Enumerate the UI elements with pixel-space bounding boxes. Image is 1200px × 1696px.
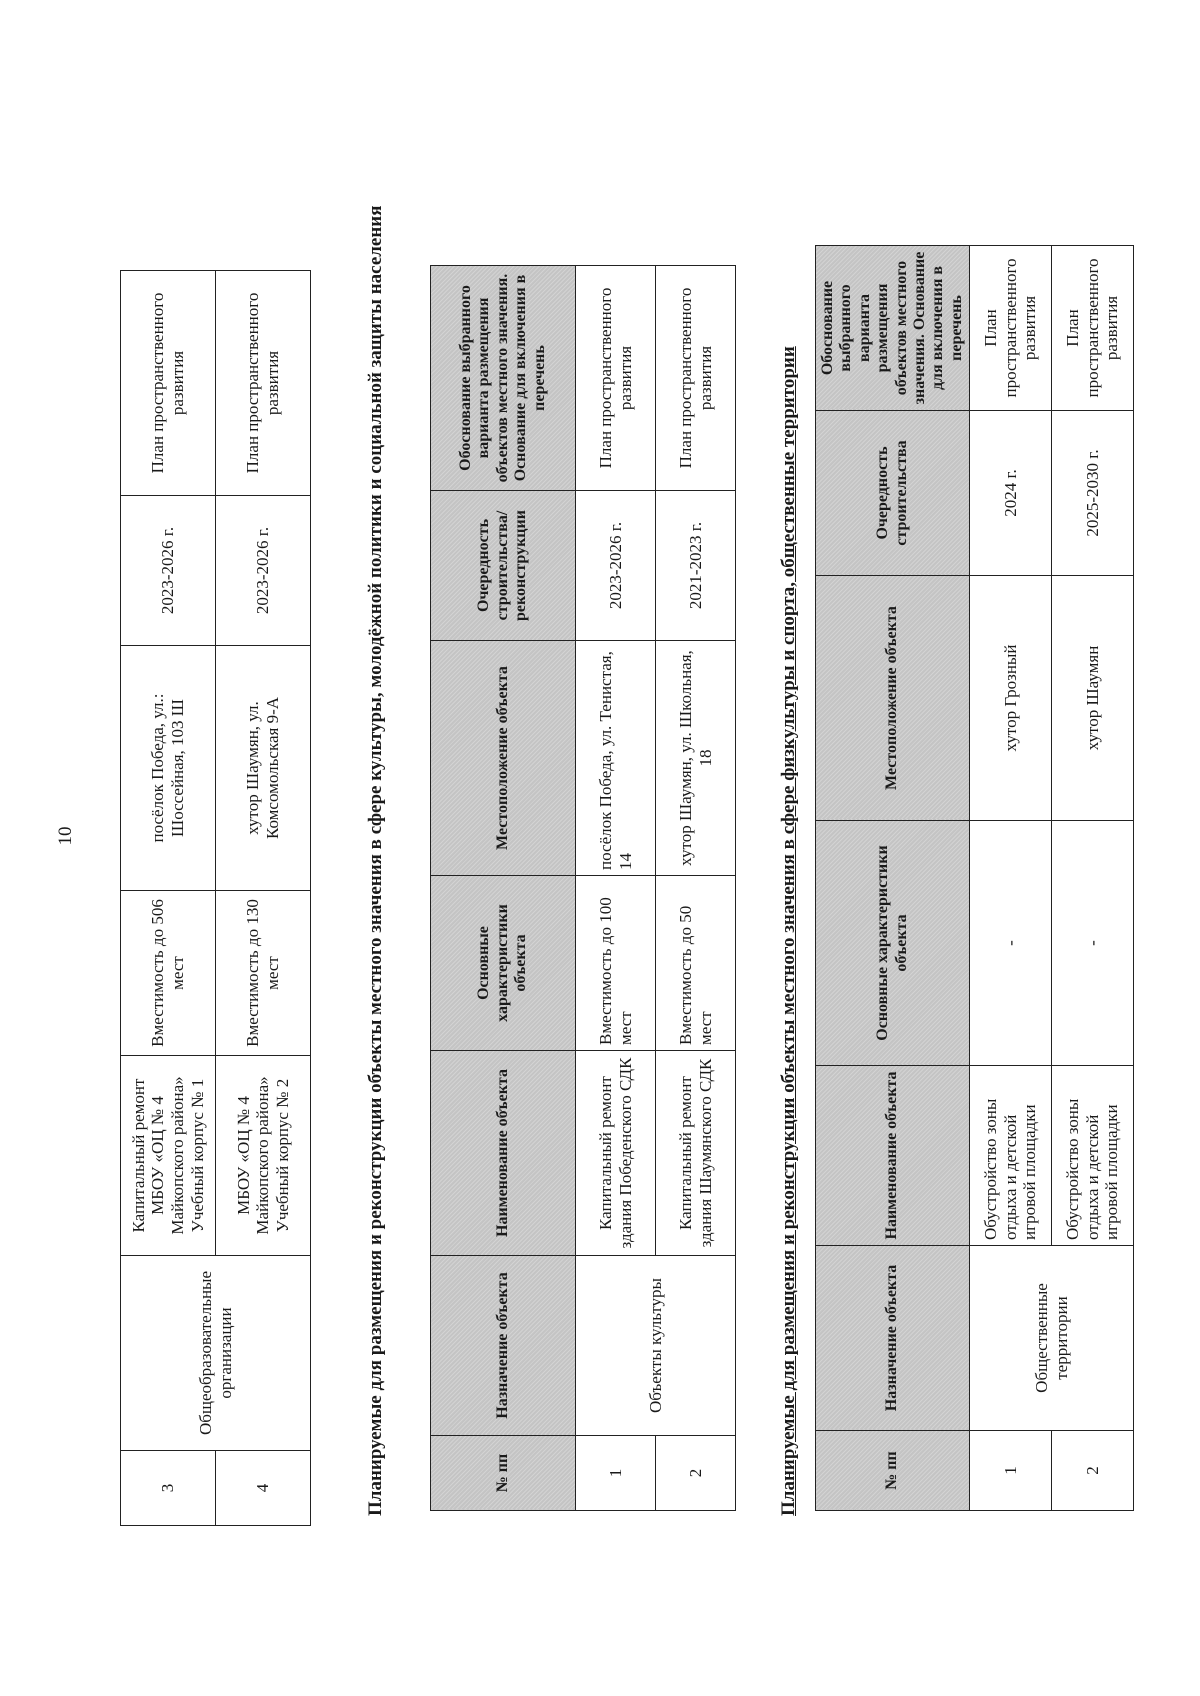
header-characteristics: Основные характеристики объекта bbox=[816, 821, 970, 1066]
object-location: хутор Шаумян, ул. Комсомольская 9-А bbox=[216, 646, 311, 891]
basis: План пространственного развития bbox=[1052, 246, 1134, 411]
basis: План пространственного развития bbox=[121, 271, 216, 496]
object-location: хутор Шаумян bbox=[1052, 576, 1134, 821]
basis: План пространственного развития bbox=[576, 266, 656, 491]
object-characteristics: - bbox=[1052, 821, 1134, 1066]
object-characteristics: - bbox=[970, 821, 1052, 1066]
continuation-table bbox=[120, 270, 311, 1526]
sport-objects-table bbox=[815, 245, 1134, 1511]
object-name: Обустройство зоны отдыха и детской игровой площадки bbox=[1052, 1066, 1134, 1246]
object-name: Капитальный ремонт здания Шаумянского СДК bbox=[656, 1051, 736, 1256]
section-title-sport: Планируемые для размещения и реконструкции объекты местного значения в сфере физкультуры и спорта, общественные территории bbox=[778, 346, 799, 1516]
table-row bbox=[121, 271, 216, 1526]
row-number: 4 bbox=[216, 1451, 311, 1526]
header-name: Наименование объекта bbox=[816, 1066, 970, 1246]
object-location: посёлок Победа, ул.: Шоссейная, 103 Ш bbox=[121, 646, 216, 891]
header-basis: Обоснование выбранного варианта размещения объектов местного значения. Основание для включения в перечень bbox=[816, 246, 970, 411]
object-characteristics: Вместимость до 130 мест bbox=[216, 891, 311, 1056]
object-characteristics: Вместимость до 506 мест bbox=[121, 891, 216, 1056]
row-number: 2 bbox=[656, 1436, 736, 1511]
object-location: хутор Грозный bbox=[970, 576, 1052, 821]
page-number: 10 bbox=[55, 826, 76, 846]
header-period: Очередность строительства/ реконструкции bbox=[431, 491, 576, 641]
object-name: Обустройство зоны отдыха и детской игровой площадки bbox=[970, 1066, 1052, 1246]
basis: План пространственного развития bbox=[970, 246, 1052, 411]
object-name: Капитальный ремонт МБОУ «ОЦ № 4 Майкопского района» Учебный корпус № 1 bbox=[121, 1056, 216, 1256]
section-title-culture: Планируемые для размещения и реконструкции объекты местного значения в сфере культуры, молодёжной политики и социальной защиты населения bbox=[365, 205, 386, 1516]
header-location: Местоположение объекта bbox=[816, 576, 970, 821]
object-characteristics: Вместимость до 50 мест bbox=[656, 876, 736, 1051]
group-label: Общеобразовательные организации bbox=[121, 1256, 311, 1451]
object-location: хутор Шаумян, ул. Школьная, 18 bbox=[656, 641, 736, 876]
object-name: Капитальный ремонт здания Победенского СДК bbox=[576, 1051, 656, 1256]
group-label: Общественные территории bbox=[970, 1246, 1134, 1431]
row-number: 3 bbox=[121, 1451, 216, 1526]
object-name: МБОУ «ОЦ № 4 Майкопского района» Учебный корпус № 2 bbox=[216, 1056, 311, 1256]
row-number: 1 bbox=[576, 1436, 656, 1511]
culture-objects-table bbox=[430, 265, 736, 1511]
header-name: Наименование объекта bbox=[431, 1051, 576, 1256]
header-purpose: Назначение объекта bbox=[816, 1246, 970, 1431]
table-header-row bbox=[431, 266, 576, 1511]
basis: План пространственного развития bbox=[216, 271, 311, 496]
row-number: 2 bbox=[1052, 1431, 1134, 1511]
header-period: Очередность строительства bbox=[816, 411, 970, 576]
construction-period: 2023-2026 г. bbox=[121, 496, 216, 646]
construction-period: 2025-2030 г. bbox=[1052, 411, 1134, 576]
basis: План пространственного развития bbox=[656, 266, 736, 491]
construction-period: 2023-2026 г. bbox=[576, 491, 656, 641]
object-location: посёлок Победа, ул. Тенистая, 14 bbox=[576, 641, 656, 876]
group-label: Объекты культуры bbox=[576, 1256, 736, 1436]
construction-period: 2023-2026 г. bbox=[216, 496, 311, 646]
construction-period: 2024 г. bbox=[970, 411, 1052, 576]
table-row bbox=[970, 246, 1052, 1511]
row-number: 1 bbox=[970, 1431, 1052, 1511]
header-num: № пп bbox=[816, 1431, 970, 1511]
table-header-row bbox=[816, 246, 970, 1511]
header-num: № пп bbox=[431, 1436, 576, 1511]
header-location: Местоположение объекта bbox=[431, 641, 576, 876]
object-characteristics: Вместимость до 100 мест bbox=[576, 876, 656, 1051]
header-characteristics: Основные характеристики объекта bbox=[431, 876, 576, 1051]
table-row bbox=[576, 266, 656, 1511]
header-basis: Обоснование выбранного варианта размещения объектов местного значения. Основание для включения в перечень bbox=[431, 266, 576, 491]
header-purpose: Назначение объекта bbox=[431, 1256, 576, 1436]
construction-period: 2021-2023 г. bbox=[656, 491, 736, 641]
